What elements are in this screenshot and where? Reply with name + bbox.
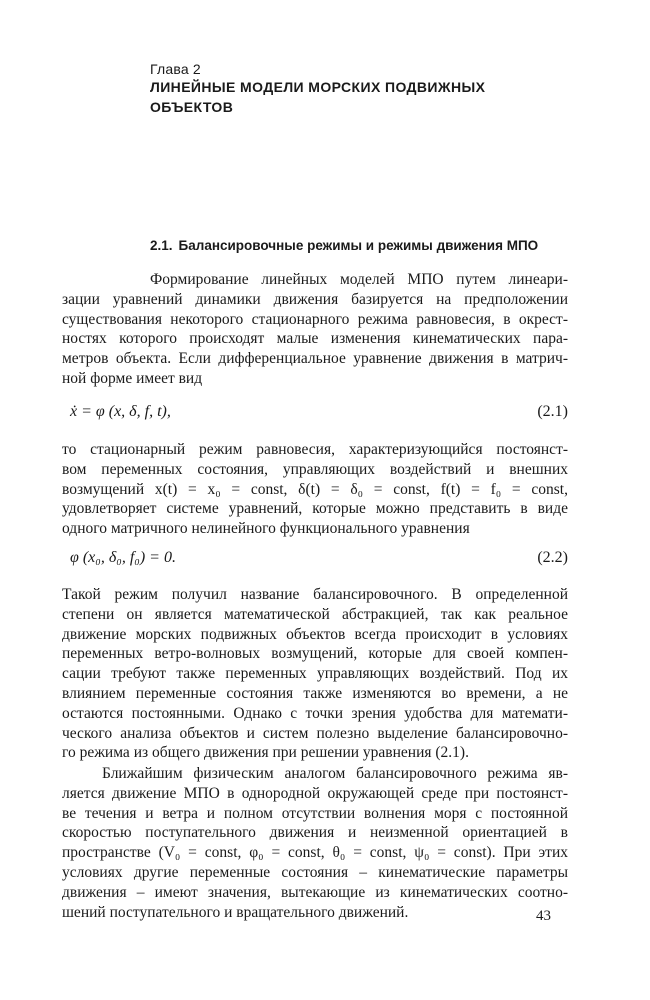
text-line: ческого анализа объектов и систем полезно выделение балансировочно- bbox=[62, 724, 568, 742]
section-number: 2.1. bbox=[150, 238, 173, 253]
text-line: Формирование линейных моделей МПО путем линеари- bbox=[150, 271, 568, 288]
text-line: зации уравнений динамики движения базируется на предположении bbox=[62, 290, 568, 308]
section-title: Балансировочные режимы и режимы движения МПО bbox=[178, 238, 539, 253]
text-line: одного матричного нелинейного функционального уравнения bbox=[62, 520, 470, 538]
text-line: го режима из общего движения при решении уравнения (2.1). bbox=[62, 744, 469, 762]
text-line: скоростью поступательного движения и неизменной ориентацией в bbox=[62, 824, 568, 842]
text-line: движения – имеют значения, вытекающие из кинематических соотно- bbox=[62, 883, 568, 901]
text-line: возмущений x(t) = x₀ = const, δ(t) = δ₀ = const, f(t) = f₀ = const, bbox=[62, 480, 568, 498]
paragraph-1 bbox=[62, 270, 568, 389]
text-line: степени он является математической абстракцией, так как реальное bbox=[62, 605, 568, 623]
equation-number: (2.2) bbox=[537, 549, 568, 566]
equation-2-2 bbox=[70, 549, 568, 567]
text-line: шений поступательного и вращательного движений. bbox=[62, 903, 409, 921]
chapter-title-line: ЛИНЕЙНЫЕ МОДЕЛИ МОРСКИХ ПОДВИЖНЫХ bbox=[150, 79, 486, 95]
text-line: Такой режим получил название балансировочного. В определенной bbox=[62, 586, 568, 603]
chapter-label: Глава 2 bbox=[150, 61, 201, 77]
chapter-title-line: ОБЪЕКТОВ bbox=[150, 98, 234, 115]
chapter-title bbox=[150, 78, 550, 118]
text-line: удовлетворяет системе уравнений, которые можно представить в виде bbox=[62, 500, 568, 518]
text-line: движение морских подвижных объектов всегда происходит в условиях bbox=[62, 625, 568, 643]
text-line: вом переменных состояния, управляющих воздействий и внешних bbox=[62, 460, 568, 478]
equation-2-1 bbox=[70, 403, 568, 421]
paragraph-3 bbox=[62, 585, 568, 763]
text-line: существования некоторого стационарного режима равновесия, в окрест- bbox=[62, 310, 568, 328]
equation-text: ẋ = φ (x, δ, f, t), bbox=[70, 403, 171, 420]
equation-number: (2.1) bbox=[537, 403, 568, 420]
text-line: влиянием переменные состояния также изменяются во времени, а не bbox=[62, 684, 568, 702]
text-line: метров объекта. Если дифференциальное уравнение движения в матрич- bbox=[62, 350, 568, 368]
text-line: ной форме имеет вид bbox=[62, 369, 203, 387]
text-line: остаются постоянными. Однако с точки зрения удобства для математи- bbox=[62, 704, 568, 722]
text-line: переменных ветро-волновых возмущений, которые для своей компен- bbox=[62, 645, 568, 663]
text-line: ностях которого происходят малые изменения кинематических пара- bbox=[62, 330, 568, 348]
section-heading bbox=[150, 238, 538, 253]
text-line: сации требуют также переменных управляющих воздействий. Под их bbox=[62, 665, 568, 683]
text-line: ве течения и ветра и полном отсутствии волнения моря с постоянной bbox=[62, 804, 568, 822]
equation-text: φ (x₀, δ₀, f₀) = 0. bbox=[70, 549, 176, 566]
page-number: 43 bbox=[536, 908, 551, 924]
text-line: ляется движение МПО в однородной окружающей среде при постоянст- bbox=[62, 784, 568, 802]
text-line: Ближайшим физическим аналогом балансировочного режима яв- bbox=[102, 765, 568, 782]
paragraph-2 bbox=[62, 440, 568, 539]
text-line: то стационарный режим равновесия, характеризующийся постоянст- bbox=[62, 441, 568, 458]
text-line: пространстве (V₀ = const, φ₀ = const, θ₀ = const, ψ₀ = const). При этих bbox=[62, 844, 568, 862]
text-line: условиях другие переменные состояния – кинематические параметры bbox=[62, 863, 568, 881]
paragraph-4 bbox=[62, 764, 568, 922]
